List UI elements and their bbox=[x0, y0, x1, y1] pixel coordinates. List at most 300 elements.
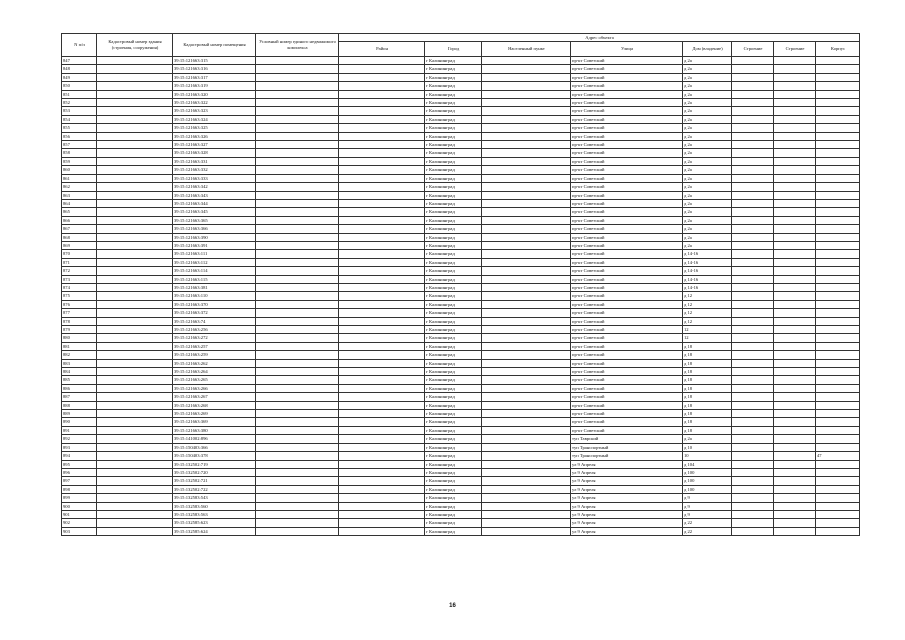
cell-cadastral-room: 39:15:121663:110 bbox=[173, 292, 256, 300]
cell-num: 857 bbox=[62, 141, 97, 149]
cell-structure bbox=[774, 426, 816, 434]
cell-structure bbox=[774, 258, 816, 266]
cell-street: пр-кт Советский bbox=[571, 300, 683, 308]
cell-cadastral-building bbox=[97, 216, 173, 224]
cell-house: д 2а bbox=[683, 208, 732, 216]
cell-district bbox=[339, 292, 425, 300]
cell-block bbox=[816, 527, 860, 535]
cell-locality bbox=[482, 376, 571, 384]
cell-structure bbox=[774, 351, 816, 359]
cell-conditional-number bbox=[256, 317, 339, 325]
cell-city: г Калининград bbox=[425, 166, 482, 174]
cell-city: г Калининград bbox=[425, 174, 482, 182]
cell-district bbox=[339, 519, 425, 527]
cell-district bbox=[339, 510, 425, 518]
cell-cadastral-room: 39:15:121663:269 bbox=[173, 410, 256, 418]
cell-building bbox=[732, 124, 774, 132]
cell-locality bbox=[482, 368, 571, 376]
cell-building bbox=[732, 141, 774, 149]
cell-cadastral-room: 39:15:121663:265 bbox=[173, 376, 256, 384]
cell-city: г Калининград bbox=[425, 73, 482, 81]
cell-building bbox=[732, 502, 774, 510]
cell-locality bbox=[482, 107, 571, 115]
cell-cadastral-building bbox=[97, 435, 173, 443]
cell-conditional-number bbox=[256, 460, 339, 468]
cell-locality bbox=[482, 460, 571, 468]
cell-house: д 2а bbox=[683, 241, 732, 249]
cell-block bbox=[816, 351, 860, 359]
cell-conditional-number bbox=[256, 258, 339, 266]
cell-street: пр-кт Советский bbox=[571, 326, 683, 334]
cell-building bbox=[732, 292, 774, 300]
cell-conditional-number bbox=[256, 174, 339, 182]
cell-num: 872 bbox=[62, 267, 97, 275]
cell-cadastral-room: 39:15:150403:378 bbox=[173, 452, 256, 460]
cell-block bbox=[816, 107, 860, 115]
cell-block bbox=[816, 166, 860, 174]
cell-street: туп Таврский bbox=[571, 435, 683, 443]
cell-building bbox=[732, 107, 774, 115]
cell-building bbox=[732, 166, 774, 174]
cell-num: 870 bbox=[62, 250, 97, 258]
cell-block bbox=[816, 124, 860, 132]
cell-cadastral-building bbox=[97, 334, 173, 342]
cell-building bbox=[732, 65, 774, 73]
cell-cadastral-building bbox=[97, 99, 173, 107]
cell-house: д 18 bbox=[683, 393, 732, 401]
cell-district bbox=[339, 65, 425, 73]
cell-cadastral-room: 39:15:121663:320 bbox=[173, 90, 256, 98]
cell-street: пр-кт Советский bbox=[571, 410, 683, 418]
cell-conditional-number bbox=[256, 283, 339, 291]
cell-cadastral-building bbox=[97, 393, 173, 401]
cell-conditional-number bbox=[256, 233, 339, 241]
cell-district bbox=[339, 452, 425, 460]
cell-city: г Калининград bbox=[425, 426, 482, 434]
cell-cadastral-building bbox=[97, 283, 173, 291]
table-row bbox=[62, 250, 860, 258]
cell-conditional-number bbox=[256, 250, 339, 258]
cell-structure bbox=[774, 225, 816, 233]
cell-conditional-number bbox=[256, 418, 339, 426]
table-header bbox=[62, 34, 860, 57]
cell-street: пр-кт Советский bbox=[571, 82, 683, 90]
cell-district bbox=[339, 132, 425, 140]
cell-house: д 2а bbox=[683, 435, 732, 443]
cell-structure bbox=[774, 317, 816, 325]
table-row bbox=[62, 410, 860, 418]
cell-building bbox=[732, 359, 774, 367]
cell-building bbox=[732, 460, 774, 468]
cell-conditional-number bbox=[256, 183, 339, 191]
cell-house: д 2а bbox=[683, 141, 732, 149]
cell-cadastral-building bbox=[97, 368, 173, 376]
cell-street: пр-кт Советский bbox=[571, 426, 683, 434]
cell-block bbox=[816, 225, 860, 233]
cell-city: г Калининград bbox=[425, 141, 482, 149]
cell-city: г Калининград bbox=[425, 351, 482, 359]
cell-cadastral-building bbox=[97, 418, 173, 426]
cell-city: г Калининград bbox=[425, 485, 482, 493]
cell-structure bbox=[774, 132, 816, 140]
cell-city: г Калининград bbox=[425, 368, 482, 376]
cell-locality bbox=[482, 519, 571, 527]
cell-city: г Калининград bbox=[425, 477, 482, 485]
cell-cadastral-room: 39:15:121663:323 bbox=[173, 107, 256, 115]
cell-cadastral-building bbox=[97, 65, 173, 73]
cell-street: ул 9 Апреля bbox=[571, 477, 683, 485]
cell-num: 862 bbox=[62, 183, 97, 191]
cell-locality bbox=[482, 435, 571, 443]
cell-conditional-number bbox=[256, 267, 339, 275]
cell-block bbox=[816, 250, 860, 258]
cell-street: пр-кт Советский bbox=[571, 418, 683, 426]
cell-house: д 12 bbox=[683, 300, 732, 308]
cell-block bbox=[816, 393, 860, 401]
table-row bbox=[62, 82, 860, 90]
cell-street: пр-кт Советский bbox=[571, 208, 683, 216]
table-row bbox=[62, 233, 860, 241]
cell-district bbox=[339, 460, 425, 468]
cell-locality bbox=[482, 443, 571, 451]
cell-street: пр-кт Советский bbox=[571, 317, 683, 325]
cell-street: пр-кт Советский bbox=[571, 166, 683, 174]
cell-building bbox=[732, 132, 774, 140]
table-row bbox=[62, 216, 860, 224]
cell-cadastral-room: 39:15:121663:328 bbox=[173, 149, 256, 157]
cell-locality bbox=[482, 426, 571, 434]
cell-street: туп Транспортный bbox=[571, 452, 683, 460]
table-row bbox=[62, 267, 860, 275]
table-row bbox=[62, 309, 860, 317]
cell-building bbox=[732, 267, 774, 275]
cell-city: г Калининград bbox=[425, 275, 482, 283]
cell-house: д 2а bbox=[683, 233, 732, 241]
cell-house: д 2а bbox=[683, 132, 732, 140]
cell-cadastral-room: 39:15:121663:257 bbox=[173, 342, 256, 350]
cell-num: 877 bbox=[62, 309, 97, 317]
cell-district bbox=[339, 376, 425, 384]
cell-cadastral-room: 39:15:121663:112 bbox=[173, 258, 256, 266]
table-row bbox=[62, 283, 860, 291]
cell-num: 876 bbox=[62, 300, 97, 308]
cell-district bbox=[339, 359, 425, 367]
cell-district bbox=[339, 267, 425, 275]
cell-cadastral-room: 39:15:121663:111 bbox=[173, 250, 256, 258]
cell-district bbox=[339, 502, 425, 510]
cell-district bbox=[339, 326, 425, 334]
cell-building bbox=[732, 309, 774, 317]
cell-city: г Калининград bbox=[425, 241, 482, 249]
cell-city: г Калининград bbox=[425, 292, 482, 300]
cell-cadastral-building bbox=[97, 73, 173, 81]
cell-structure bbox=[774, 418, 816, 426]
cell-house: д 18 bbox=[683, 368, 732, 376]
cell-locality bbox=[482, 384, 571, 392]
cell-num: 898 bbox=[62, 485, 97, 493]
table-row bbox=[62, 157, 860, 165]
cell-cadastral-building bbox=[97, 309, 173, 317]
cell-structure bbox=[774, 275, 816, 283]
table-row bbox=[62, 384, 860, 392]
cell-cadastral-room: 39:15:121663:345 bbox=[173, 208, 256, 216]
cell-building bbox=[732, 376, 774, 384]
cell-street: пр-кт Советский bbox=[571, 384, 683, 392]
cell-num: 875 bbox=[62, 292, 97, 300]
cell-structure bbox=[774, 519, 816, 527]
cell-num: 854 bbox=[62, 115, 97, 123]
cell-cadastral-building bbox=[97, 292, 173, 300]
cell-block bbox=[816, 477, 860, 485]
table-row bbox=[62, 208, 860, 216]
cell-cadastral-room: 39:15:132502:720 bbox=[173, 468, 256, 476]
cell-district bbox=[339, 275, 425, 283]
cell-structure bbox=[774, 191, 816, 199]
cell-structure bbox=[774, 401, 816, 409]
cell-street: пр-кт Советский bbox=[571, 225, 683, 233]
cell-street: пр-кт Советский bbox=[571, 393, 683, 401]
cell-locality bbox=[482, 334, 571, 342]
cell-street: ул 9 Апреля bbox=[571, 494, 683, 502]
cell-district bbox=[339, 241, 425, 249]
cell-num: 891 bbox=[62, 426, 97, 434]
cell-district bbox=[339, 443, 425, 451]
cell-structure bbox=[774, 452, 816, 460]
registry-table bbox=[61, 33, 860, 536]
cell-house: д 2а bbox=[683, 124, 732, 132]
table-row bbox=[62, 241, 860, 249]
cell-locality bbox=[482, 157, 571, 165]
cell-street: пр-кт Советский bbox=[571, 174, 683, 182]
cell-building bbox=[732, 452, 774, 460]
cell-district bbox=[339, 426, 425, 434]
cell-building bbox=[732, 183, 774, 191]
cell-cadastral-room: 39:15:121663:272 bbox=[173, 334, 256, 342]
cell-num: 866 bbox=[62, 216, 97, 224]
cell-locality bbox=[482, 275, 571, 283]
cell-locality bbox=[482, 494, 571, 502]
cell-district bbox=[339, 90, 425, 98]
cell-building bbox=[732, 57, 774, 65]
table-row bbox=[62, 99, 860, 107]
cell-house: д 18 bbox=[683, 342, 732, 350]
cell-city: г Калининград bbox=[425, 326, 482, 334]
cell-cadastral-room: 39:15:121663:327 bbox=[173, 141, 256, 149]
cell-structure bbox=[774, 376, 816, 384]
cell-block bbox=[816, 57, 860, 65]
table-row bbox=[62, 292, 860, 300]
cell-structure bbox=[774, 107, 816, 115]
cell-house: д 14-16 bbox=[683, 275, 732, 283]
cell-locality bbox=[482, 468, 571, 476]
cell-house: д 2а bbox=[683, 166, 732, 174]
cell-city: г Калининград bbox=[425, 208, 482, 216]
cell-city: г Калининград bbox=[425, 65, 482, 73]
cell-city: г Калининград bbox=[425, 283, 482, 291]
cell-cadastral-building bbox=[97, 82, 173, 90]
cell-street: пр-кт Советский bbox=[571, 149, 683, 157]
cell-building bbox=[732, 241, 774, 249]
cell-cadastral-building bbox=[97, 502, 173, 510]
cell-block bbox=[816, 174, 860, 182]
cell-city: г Калининград bbox=[425, 250, 482, 258]
cell-structure bbox=[774, 124, 816, 132]
cell-street: ул 9 Апреля bbox=[571, 502, 683, 510]
cell-conditional-number bbox=[256, 216, 339, 224]
table-row bbox=[62, 149, 860, 157]
cell-city: г Калининград bbox=[425, 510, 482, 518]
cell-block bbox=[816, 334, 860, 342]
cell-city: г Калининград bbox=[425, 519, 482, 527]
cell-structure bbox=[774, 527, 816, 535]
cell-block bbox=[816, 241, 860, 249]
cell-cadastral-building bbox=[97, 233, 173, 241]
cell-city: г Калининград bbox=[425, 342, 482, 350]
cell-locality bbox=[482, 149, 571, 157]
table-row bbox=[62, 57, 860, 65]
cell-building bbox=[732, 426, 774, 434]
cell-num: 897 bbox=[62, 477, 97, 485]
cell-building bbox=[732, 510, 774, 518]
cell-district bbox=[339, 157, 425, 165]
cell-num: 879 bbox=[62, 326, 97, 334]
header-house: Дом (владение) bbox=[683, 42, 732, 57]
cell-locality bbox=[482, 115, 571, 123]
cell-block bbox=[816, 401, 860, 409]
cell-conditional-number bbox=[256, 124, 339, 132]
cell-city: г Калининград bbox=[425, 267, 482, 275]
cell-block bbox=[816, 258, 860, 266]
cell-cadastral-building bbox=[97, 317, 173, 325]
cell-street: ул 9 Апреля bbox=[571, 468, 683, 476]
cell-street: пр-кт Советский bbox=[571, 183, 683, 191]
cell-cadastral-building bbox=[97, 183, 173, 191]
cell-cadastral-building bbox=[97, 90, 173, 98]
cell-district bbox=[339, 250, 425, 258]
cell-structure bbox=[774, 149, 816, 157]
cell-house: д 2а bbox=[683, 107, 732, 115]
cell-structure bbox=[774, 65, 816, 73]
cell-locality bbox=[482, 65, 571, 73]
cell-building bbox=[732, 73, 774, 81]
cell-block bbox=[816, 149, 860, 157]
cell-house: д 2а bbox=[683, 199, 732, 207]
cell-conditional-number bbox=[256, 410, 339, 418]
cell-num: 863 bbox=[62, 191, 97, 199]
cell-building bbox=[732, 149, 774, 157]
cell-num: 869 bbox=[62, 241, 97, 249]
cell-cadastral-room: 39:15:121663:264 bbox=[173, 368, 256, 376]
cell-num: 893 bbox=[62, 443, 97, 451]
cell-locality bbox=[482, 410, 571, 418]
cell-num: 900 bbox=[62, 502, 97, 510]
cell-locality bbox=[482, 485, 571, 493]
cell-house: д 18 bbox=[683, 376, 732, 384]
cell-num: 849 bbox=[62, 73, 97, 81]
cell-structure bbox=[774, 502, 816, 510]
cell-cadastral-building bbox=[97, 443, 173, 451]
cell-structure bbox=[774, 208, 816, 216]
cell-house: д 14-16 bbox=[683, 267, 732, 275]
cell-city: г Калининград bbox=[425, 317, 482, 325]
cell-cadastral-building bbox=[97, 208, 173, 216]
table-row bbox=[62, 368, 860, 376]
cell-building bbox=[732, 99, 774, 107]
cell-conditional-number bbox=[256, 208, 339, 216]
cell-conditional-number bbox=[256, 519, 339, 527]
cell-street: пр-кт Советский bbox=[571, 65, 683, 73]
cell-num: 878 bbox=[62, 317, 97, 325]
cell-block bbox=[816, 233, 860, 241]
cell-num: 894 bbox=[62, 452, 97, 460]
cell-cadastral-room: 39:15:121663:366 bbox=[173, 225, 256, 233]
cell-block bbox=[816, 443, 860, 451]
cell-district bbox=[339, 149, 425, 157]
cell-street: пр-кт Советский bbox=[571, 124, 683, 132]
table-row bbox=[62, 342, 860, 350]
cell-num: 860 bbox=[62, 166, 97, 174]
cell-building bbox=[732, 351, 774, 359]
cell-district bbox=[339, 468, 425, 476]
table-row bbox=[62, 174, 860, 182]
cell-cadastral-building bbox=[97, 485, 173, 493]
cell-locality bbox=[482, 208, 571, 216]
table-row bbox=[62, 300, 860, 308]
cell-district bbox=[339, 174, 425, 182]
cell-num: 852 bbox=[62, 99, 97, 107]
cell-street: ул 9 Апреля bbox=[571, 510, 683, 518]
table-body bbox=[62, 57, 860, 536]
cell-structure bbox=[774, 115, 816, 123]
cell-cadastral-building bbox=[97, 157, 173, 165]
cell-city: г Калининград bbox=[425, 309, 482, 317]
cell-structure bbox=[774, 174, 816, 182]
header-cadastral-building: Кадастровый номер здания (строения, сооружения) bbox=[97, 34, 173, 57]
cell-district bbox=[339, 233, 425, 241]
cell-house: д 18 bbox=[683, 401, 732, 409]
cell-district bbox=[339, 124, 425, 132]
cell-city: г Калининград bbox=[425, 384, 482, 392]
cell-block bbox=[816, 199, 860, 207]
cell-street: пр-кт Советский bbox=[571, 141, 683, 149]
cell-building bbox=[732, 216, 774, 224]
cell-cadastral-building bbox=[97, 351, 173, 359]
cell-cadastral-room: 39:15:132583:543 bbox=[173, 494, 256, 502]
cell-conditional-number bbox=[256, 468, 339, 476]
cell-block bbox=[816, 418, 860, 426]
header-district: Район bbox=[339, 42, 425, 57]
cell-conditional-number bbox=[256, 241, 339, 249]
cell-conditional-number bbox=[256, 141, 339, 149]
cell-structure bbox=[774, 494, 816, 502]
cell-num: 895 bbox=[62, 460, 97, 468]
cell-street: пр-кт Советский bbox=[571, 191, 683, 199]
cell-num: 850 bbox=[62, 82, 97, 90]
cell-conditional-number bbox=[256, 351, 339, 359]
cell-locality bbox=[482, 99, 571, 107]
cell-city: г Калининград bbox=[425, 225, 482, 233]
cell-cadastral-building bbox=[97, 510, 173, 518]
cell-block bbox=[816, 208, 860, 216]
cell-block bbox=[816, 502, 860, 510]
table-row bbox=[62, 452, 860, 460]
cell-street: пр-кт Советский bbox=[571, 401, 683, 409]
cell-city: г Калининград bbox=[425, 334, 482, 342]
cell-cadastral-building bbox=[97, 527, 173, 535]
cell-num: 848 bbox=[62, 65, 97, 73]
cell-street: пр-кт Советский bbox=[571, 283, 683, 291]
cell-block bbox=[816, 132, 860, 140]
